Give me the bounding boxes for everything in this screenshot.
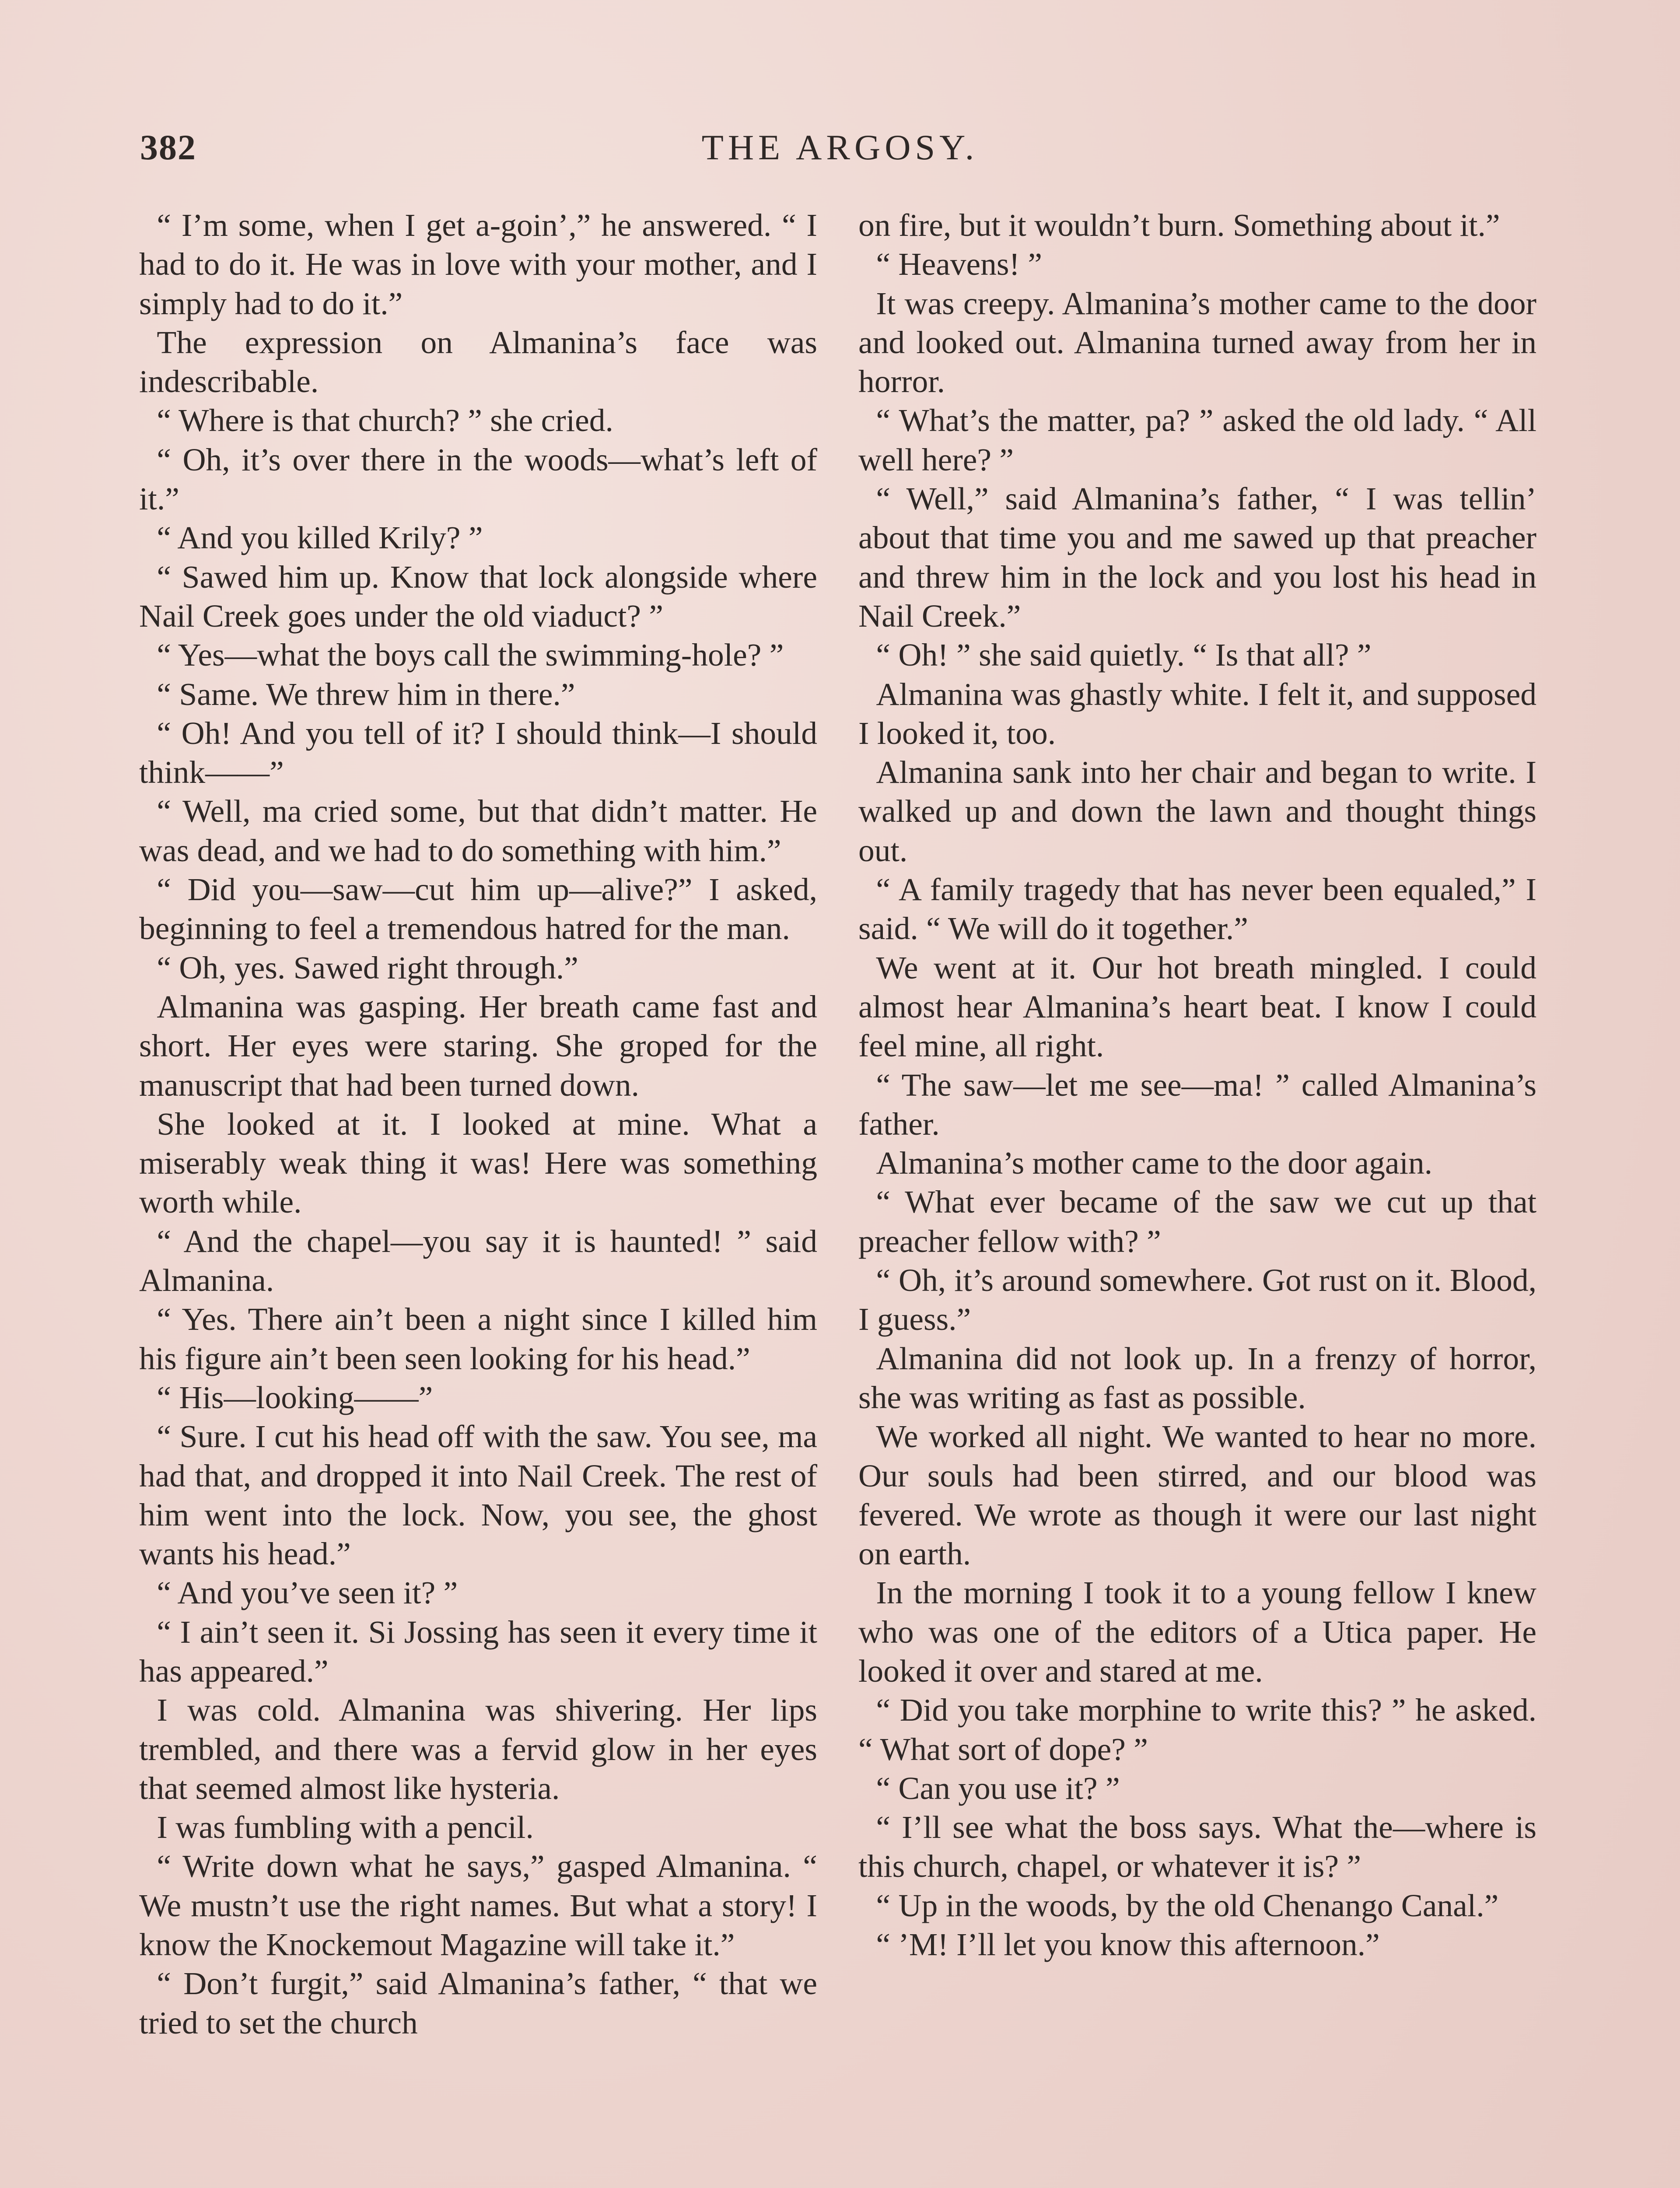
paragraph: Almanina sank into her chair and began to write. I walked up and down the lawn and thought things out. <box>858 754 1536 868</box>
paragraph: “ The saw—let me see—ma! ” called Almanina’s father. <box>858 1067 1536 1142</box>
paragraph: “ Oh, yes. Sawed right through.” <box>157 950 578 985</box>
paragraph: “ I’m some, when I get a-goin’,” he answered. “ I had to do it. He was in love with your mother, and I simply had to do it.” <box>139 207 817 321</box>
paragraph: “ Same. We threw him in there.” <box>157 676 575 712</box>
paragraph: “ Up in the woods, by the old Chenango Canal.” <box>876 1887 1499 1923</box>
page-number: 382 <box>140 127 196 167</box>
paragraph: “ Oh, it’s around somewhere. Got rust on it. Blood, I guess.” <box>858 1262 1536 1337</box>
paragraph: “ Heavens! ” <box>876 246 1042 282</box>
paragraph: “ Can you use it? ” <box>876 1770 1120 1806</box>
paragraph: “ ’M! I’ll let you know this afternoon.” <box>876 1927 1380 1963</box>
paragraph: “ Oh, it’s over there in the woods—what’s left of it.” <box>139 442 817 517</box>
paragraph: “ Sure. I cut his head off with the saw. You see, ma had that, and dropped it into Nail Creek. The rest of him went into the lock. Now, you see, the ghost wants his head.” <box>139 1419 817 1572</box>
paragraph: Almanina did not look up. In a frenzy of horror, she was writing as fast as possible. <box>858 1340 1536 1415</box>
paragraph: “ Sawed him up. Know that lock alongside where Nail Creek goes under the old viaduct? ” <box>139 559 817 634</box>
paragraph: “ Oh! ” she said quietly. “ Is that all? ” <box>876 637 1372 673</box>
paragraph: Almanina was gasping. Her breath came fast and short. Her eyes were staring. She groped for the manuscript that had been turned down. <box>139 989 817 1103</box>
paragraph: It was creepy. Almanina’s mother came to the door and looked out. Almanina turned away from her in horror. <box>858 285 1536 400</box>
paragraph: She looked at it. I looked at mine. What a miserably weak thing it was! Here was something worth while. <box>139 1106 817 1220</box>
paragraph: “ And you killed Krily? ” <box>157 520 483 556</box>
page-header <box>140 127 1540 184</box>
paragraph: “ What ever became of the saw we cut up that preacher fellow with? ” <box>858 1184 1536 1259</box>
paragraph: “ His—looking——” <box>157 1379 433 1415</box>
paragraph: “ Well, ma cried some, but that didn’t matter. He was dead, and we had to do something with him.” <box>139 793 817 868</box>
paragraph: We worked all night. We wanted to hear no more. Our souls had been stirred, and our blood was fevered. We wrote as though it were our last night on earth. <box>858 1419 1536 1572</box>
paragraph: “ I ain’t seen it. Si Jossing has seen it every time it has appeared.” <box>139 1614 817 1689</box>
paragraph: “ And the chapel—you say it is haunted! ” said Almanina. <box>139 1223 817 1298</box>
left-column <box>139 206 817 2042</box>
paragraph: on fire, but it wouldn’t burn. Something about it.” <box>858 207 1500 243</box>
right-column <box>858 206 1536 1964</box>
paragraph: “ Well,” said Almanina’s father, “ I was tellin’ about that time you and me sawed up that preacher and threw him in the lock and you lost his head in Nail Creek.” <box>858 481 1536 634</box>
paragraph: “ I’ll see what the boss says. What the—where is this church, chapel, or whatever it is? ” <box>858 1809 1536 1884</box>
paragraph: We went at it. Our hot breath mingled. I could almost hear Almanina’s heart beat. I know I could feel mine, all right. <box>858 950 1536 1064</box>
paragraph: “ Write down what he says,” gasped Almanina. “ We mustn’t use the right names. But what a story! I know the Knockemout Magazine will take it.” <box>139 1848 817 1963</box>
paragraph: “ Did you take morphine to write this? ” he asked. “ What sort of dope? ” <box>858 1692 1536 1767</box>
paragraph: I was cold. Almanina was shivering. Her lips trembled, and there was a fervid glow in her eyes that seemed almost like hysteria. <box>139 1692 817 1806</box>
paragraph: The expression on Almanina’s face was indescribable. <box>139 324 817 400</box>
paragraph: In the morning I took it to a young fellow I knew who was one of the editors of a Utica paper. He looked it over and stared at me. <box>858 1575 1536 1689</box>
paragraph: “ Don’t furgit,” said Almanina’s father, “ that we tried to set the church <box>139 1966 817 2041</box>
paragraph: “ Yes. There ain’t been a night since I killed him his figure ain’t been seen looking for his head.” <box>139 1301 817 1376</box>
paragraph: “ Oh! And you tell of it? I should think—I should think——” <box>139 715 817 790</box>
paragraph: I was fumbling with a pencil. <box>157 1809 534 1845</box>
paragraph: “ Did you—saw—cut him up—alive?” I asked, beginning to feel a tremendous hatred for the man. <box>139 872 817 947</box>
paragraph: “ A family tragedy that has never been equaled,” I said. “ We will do it together.” <box>858 872 1536 947</box>
paragraph: “ And you’ve seen it? ” <box>157 1575 458 1611</box>
running-title: THE ARGOSY. <box>701 127 979 167</box>
paragraph: Almanina’s mother came to the door again. <box>876 1145 1432 1181</box>
paragraph: “ Yes—what the boys call the swimming-hole? ” <box>157 637 784 673</box>
paragraph: Almanina was ghastly white. I felt it, and supposed I looked it, too. <box>858 676 1536 751</box>
paragraph: “ What’s the matter, pa? ” asked the old lady. “ All well here? ” <box>858 403 1536 477</box>
paragraph: “ Where is that church? ” she cried. <box>157 403 613 438</box>
